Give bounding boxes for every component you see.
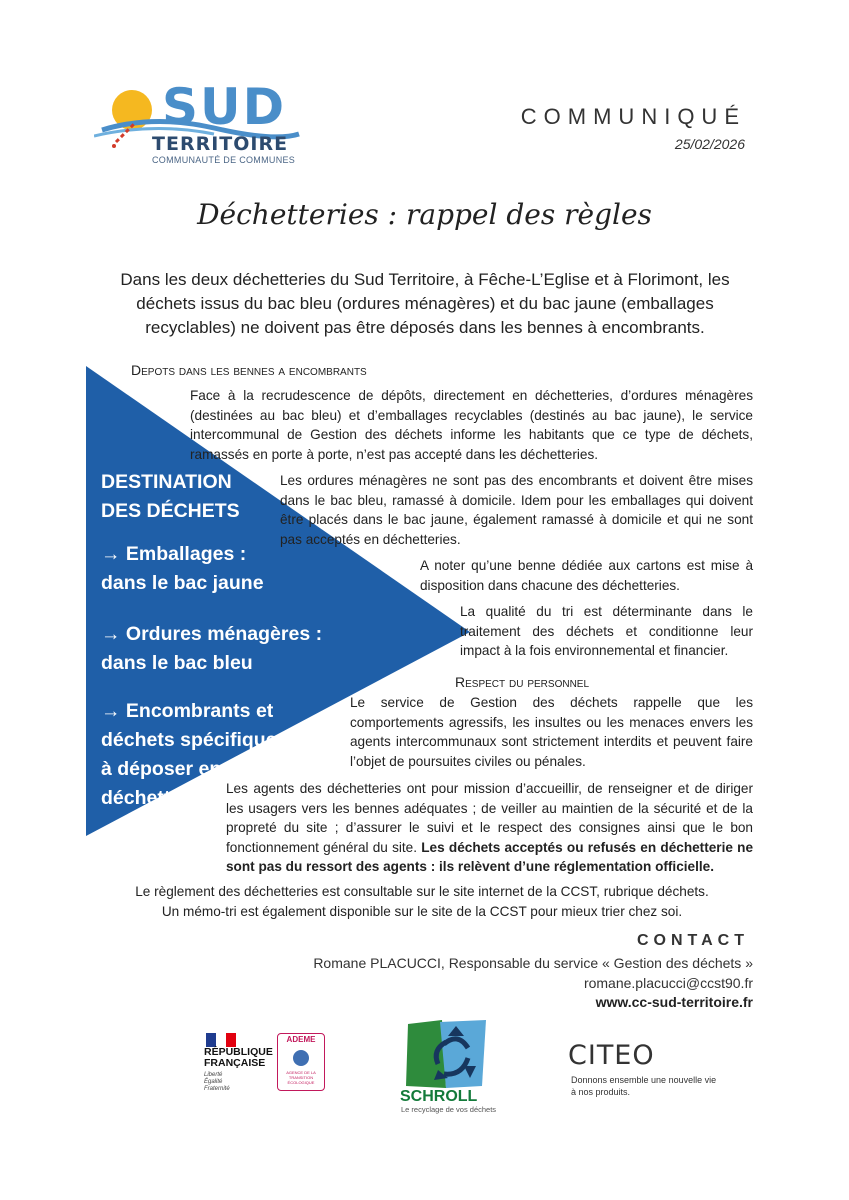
destination-item-line: dans le bac bleu xyxy=(101,652,253,674)
rf-motto xyxy=(204,1072,230,1093)
citeo-tagline: Donnons ensemble une nouvelle vie à nos produits. xyxy=(571,1075,717,1097)
page-title: Déchetteries : rappel des règles xyxy=(197,198,652,231)
destination-title-line2: DES DÉCHETS xyxy=(101,500,240,522)
marianne-flag-icon xyxy=(206,1033,236,1047)
ademe-subtitle: AGENCE DE LA TRANSITION ÉCOLOGIQUE xyxy=(286,1070,316,1085)
destination-item-line: → Ordures ménagères : xyxy=(101,623,323,645)
reglement-line1: Le règlement des déchetteries est consultable sur le site internet de la CCST, rubrique déchets. xyxy=(135,884,709,899)
logo-territoire-text: TERRITOIRE xyxy=(152,133,289,155)
logo-subtitle: COMMUNAUTÉ DE COMMUNES xyxy=(152,155,296,165)
rf-motto-line: Liberté xyxy=(204,1072,223,1078)
destination-item-line: dans le bac jaune xyxy=(101,572,264,594)
section-depots-title: Depots dans les bennes a encombrants xyxy=(131,362,367,378)
rf-line1: RÉPUBLIQUE xyxy=(204,1046,273,1058)
ademe-globe-icon xyxy=(293,1050,309,1066)
destination-item-line: déchets spécifiques : xyxy=(101,729,300,751)
contact-email-link[interactable]: romane.placucci@ccst90.fr xyxy=(583,975,753,991)
destination-item-line: à déposer en xyxy=(101,758,222,780)
recycle-icon xyxy=(402,1018,488,1090)
destination-emballages xyxy=(101,540,264,598)
communique-heading: COMMUNIQUÉ xyxy=(520,104,746,129)
destination-title xyxy=(101,468,240,526)
schroll-tagline: Le recyclage de vos déchets xyxy=(401,1105,497,1114)
contact-title: CONTACT xyxy=(636,932,749,949)
destination-title-line1: DESTINATION xyxy=(101,471,232,493)
paragraph-cartons: A noter qu’une benne dédiée aux cartons est mise à disposition dans chacune des déchetteries. xyxy=(420,558,753,593)
reglement-line2: Un mémo-tri est également disponible sur le site de la CCST pour mieux trier chez soi. xyxy=(161,903,683,919)
contact-name: Romane PLACUCCI, Responsable du service « Gestion des déchets » xyxy=(313,955,753,971)
destination-ordures xyxy=(101,620,322,678)
rf-line2: FRANÇAISE xyxy=(204,1057,266,1069)
contact-website-link[interactable]: www.cc-sud-territoire.fr xyxy=(595,994,753,1010)
intro-paragraph: Dans les deux déchetteries du Sud Territoire, à Fêche-L’Eglise et à Florimont, les déchets issus du bac bleu (ordures ménagères) et du bac jaune (emballages recyclables) ne doivent pas être déposés dans les bennes à encombrants. xyxy=(120,270,730,337)
section-respect-title: Respect du personnel xyxy=(455,674,590,690)
paragraph-depots: Face à la recrudescence de dépôts, directement en déchetteries, d’ordures ménagères (destinées au bac bleu) et d’emballages recyclables (destinés au bac jaune), le service intercommunal de Gestion des déchets informe les habitants que ce type de déchets, ramassés en porte à porte, n’est pas accepté dans les déchetteries. xyxy=(190,388,753,462)
paragraph-agents-bold: Les déchets acceptés ou refusés en déchetterie ne sont pas du ressort des agents : ils relèvent d’une réglementation officielle. xyxy=(226,839,754,875)
destination-item-line: → Encombrants et xyxy=(101,700,274,722)
destination-item-line: déchetterie xyxy=(101,787,206,809)
schroll-logo-name: SCHROLL xyxy=(400,1088,478,1105)
paragraph-qualite-tri: La qualité du tri est déterminante dans le traitement des déchets et conditionne leur impact à la fois environnemental et financier. xyxy=(460,604,753,659)
paragraph-respect: Le service de Gestion des déchets rappelle que les comportements agressifs, les insultes ou les menaces envers les agents intercommunaux sont strictement interdits et peuvent faire l’objet de poursuites civiles ou pénales. xyxy=(350,695,753,769)
rf-motto-line: Fraternité xyxy=(204,1086,230,1092)
rf-motto-line: Égalité xyxy=(204,1079,223,1085)
paragraph-reglement xyxy=(90,882,754,921)
destination-item-line: → Emballages : xyxy=(101,543,247,565)
logo-sud-text: SUD xyxy=(162,78,287,136)
republique-francaise-logo xyxy=(204,1047,273,1069)
citeo-logo: CITEO xyxy=(568,1040,655,1071)
paragraph-ordures: Les ordures ménagères ne sont pas des encombrants et doivent être mises dans le bac bleu, ramassé à domicile. Idem pour les emballages qui doivent être placés dans le bac jaune, également ramassé à domicile et qui ne sont pas acceptés en déchetteries. xyxy=(280,473,753,547)
paragraph-agents-text: Les agents des déchetteries ont pour mission d’accueillir, de renseigner et de diriger les usagers vers les bennes adéquates ; de veiller au maintien de la sécurité et de la propreté du site ; d’assurer le suivi et le respect des consignes ainsi que le bon fonctionnement général du site. xyxy=(226,781,753,855)
paragraph-agents xyxy=(226,779,753,877)
ademe-label: ADEME xyxy=(286,1035,316,1044)
communique-date: 25/02/2026 xyxy=(674,136,745,152)
